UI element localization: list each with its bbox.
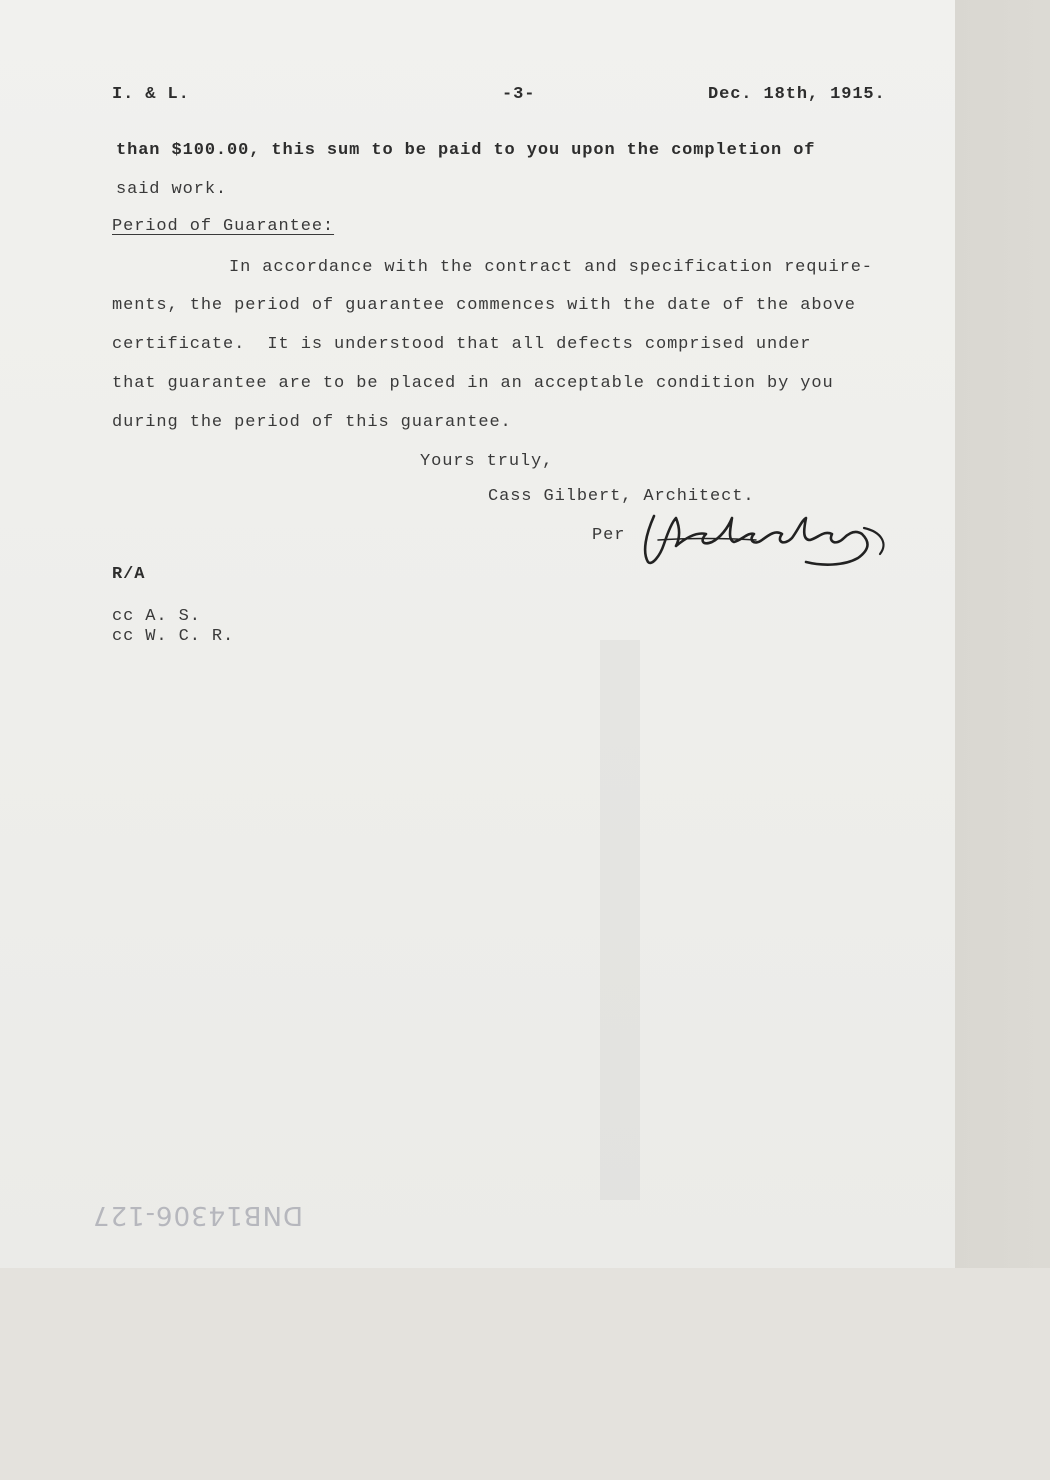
letter-date: Dec. 18th, 1915. bbox=[708, 85, 886, 104]
scan-background-right bbox=[955, 0, 1050, 1268]
header-left: I. & L. bbox=[112, 85, 190, 104]
cc-line: cc A. S. bbox=[112, 607, 201, 626]
page-fold bbox=[600, 640, 640, 1200]
archive-pencil-note: DNB14306-127 bbox=[92, 1200, 304, 1230]
per-label: Per bbox=[592, 526, 626, 545]
signature bbox=[636, 504, 896, 574]
paragraph-line: certificate. It is understood that all defects comprised under bbox=[112, 335, 812, 354]
paragraph-line: ments, the period of guarantee commences with the date of the above bbox=[112, 296, 856, 315]
closing-firm: Cass Gilbert, Architect. bbox=[488, 487, 755, 506]
body-line: than $100.00, this sum to be paid to you upon the completion of bbox=[116, 141, 816, 160]
page-number: -3- bbox=[502, 85, 536, 104]
reference-initials: R/A bbox=[112, 565, 146, 584]
scan-background-bottom bbox=[0, 1268, 1050, 1480]
body-line: said work. bbox=[116, 180, 228, 199]
paragraph-line: during the period of this guarantee. bbox=[112, 413, 512, 432]
paragraph-line: In accordance with the contract and specification require- bbox=[229, 258, 873, 277]
cc-line: cc W. C. R. bbox=[112, 627, 235, 646]
closing-salutation: Yours truly, bbox=[420, 452, 554, 471]
section-heading: Period of Guarantee: bbox=[112, 217, 335, 236]
paragraph-line: that guarantee are to be placed in an acceptable condition by you bbox=[112, 374, 834, 393]
